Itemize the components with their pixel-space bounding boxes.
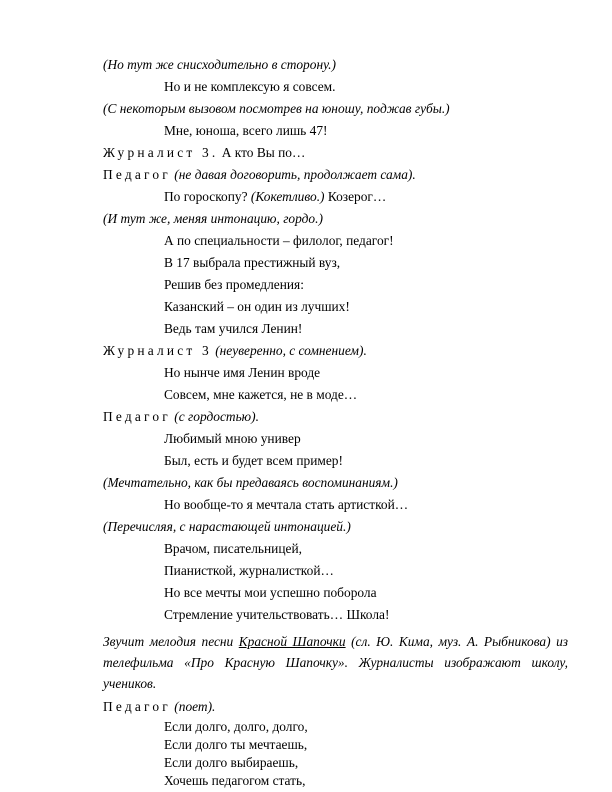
stage-direction: (С некоторым вызовом посмотрев на юношу, поджав губы.) xyxy=(103,101,450,116)
stage-direction: (Но тут же снисходительно в сторону.) xyxy=(103,57,336,72)
stage-direction: (поет). xyxy=(170,699,216,714)
paragraph-text: (сл. Ю. Кима, муз. А. Рыбникова) из телефильма «Про Красную Шапочку». Журналисты изображают школу, учеников. xyxy=(103,634,568,691)
narrative-paragraph xyxy=(103,631,568,694)
verse-line: Но все мечты мои успешно поборола xyxy=(164,585,377,600)
stage-direction: (не давая договорить, продолжает сама). xyxy=(170,167,416,182)
verse-line: Пианисткой, журналисткой… xyxy=(164,563,334,578)
speaker-name: Педагог xyxy=(103,699,171,714)
speaker-line xyxy=(103,343,367,359)
stage-direction: (Кокетливо.) xyxy=(250,189,325,204)
verse-line: Но и не комплексую я совсем. xyxy=(164,79,336,94)
stage-direction: (Мечтательно, как бы предаваясь воспоминаниям.) xyxy=(103,475,398,490)
speaker-name: Педагог xyxy=(103,409,171,424)
verse-line: Мне, юноша, всего лишь 47! xyxy=(164,123,328,138)
speaker-line xyxy=(103,145,305,161)
speaker-line xyxy=(103,409,259,425)
speaker-line xyxy=(103,699,215,715)
verse-line: Если долго ты мечтаешь, xyxy=(164,737,308,752)
verse-line: Казанский – он один из лучших! xyxy=(164,299,350,314)
verse-line: Хочешь педагогом стать, xyxy=(164,773,306,788)
verse-line: Ведь там учился Ленин! xyxy=(164,321,303,336)
verse-line: Если долго, долго, долго, xyxy=(164,719,308,734)
verse-line: Был, есть и будет всем пример! xyxy=(164,453,343,468)
verse-line: Стремление учительствовать… Школа! xyxy=(164,607,390,622)
verse-line: В 17 выбрала престижный вуз, xyxy=(164,255,341,270)
verse-text: По гороскопу? xyxy=(164,189,251,204)
stage-direction: (Перечисляя, с нарастающей интонацией.) xyxy=(103,519,351,534)
stage-direction: (И тут же, меняя интонацию, гордо.) xyxy=(103,211,323,226)
speaker-name: Журналист 3. xyxy=(103,145,219,160)
speaker-line xyxy=(103,167,416,183)
verse-line: Но вообще-то я мечтала стать артисткой… xyxy=(164,497,409,512)
speaker-name: Журналист 3 xyxy=(103,343,212,358)
verse-line: Но нынче имя Ленин вроде xyxy=(164,365,321,380)
stage-direction: (неуверенно, с сомнением). xyxy=(211,343,367,358)
verse-line: А по специальности – филолог, педагог! xyxy=(164,233,394,248)
stage-direction: (с гордостью). xyxy=(170,409,259,424)
paragraph-text: Звучит мелодия песни xyxy=(103,634,239,649)
verse-line: Врачом, писательницей, xyxy=(164,541,302,556)
verse-line: Если долго выбираешь, xyxy=(164,755,299,770)
song-title: Красной Шапочки xyxy=(238,634,346,649)
verse-line: Решив без промедления: xyxy=(164,277,304,292)
speaker-name: Педагог xyxy=(103,167,171,182)
verse-text: Козерог… xyxy=(324,189,387,204)
verse-line: Совсем, мне кажется, не в моде… xyxy=(164,387,358,402)
verse-line xyxy=(164,189,386,205)
verse-line: Любимый мною универ xyxy=(164,431,301,446)
dialogue-text: А кто Вы по… xyxy=(218,145,306,160)
